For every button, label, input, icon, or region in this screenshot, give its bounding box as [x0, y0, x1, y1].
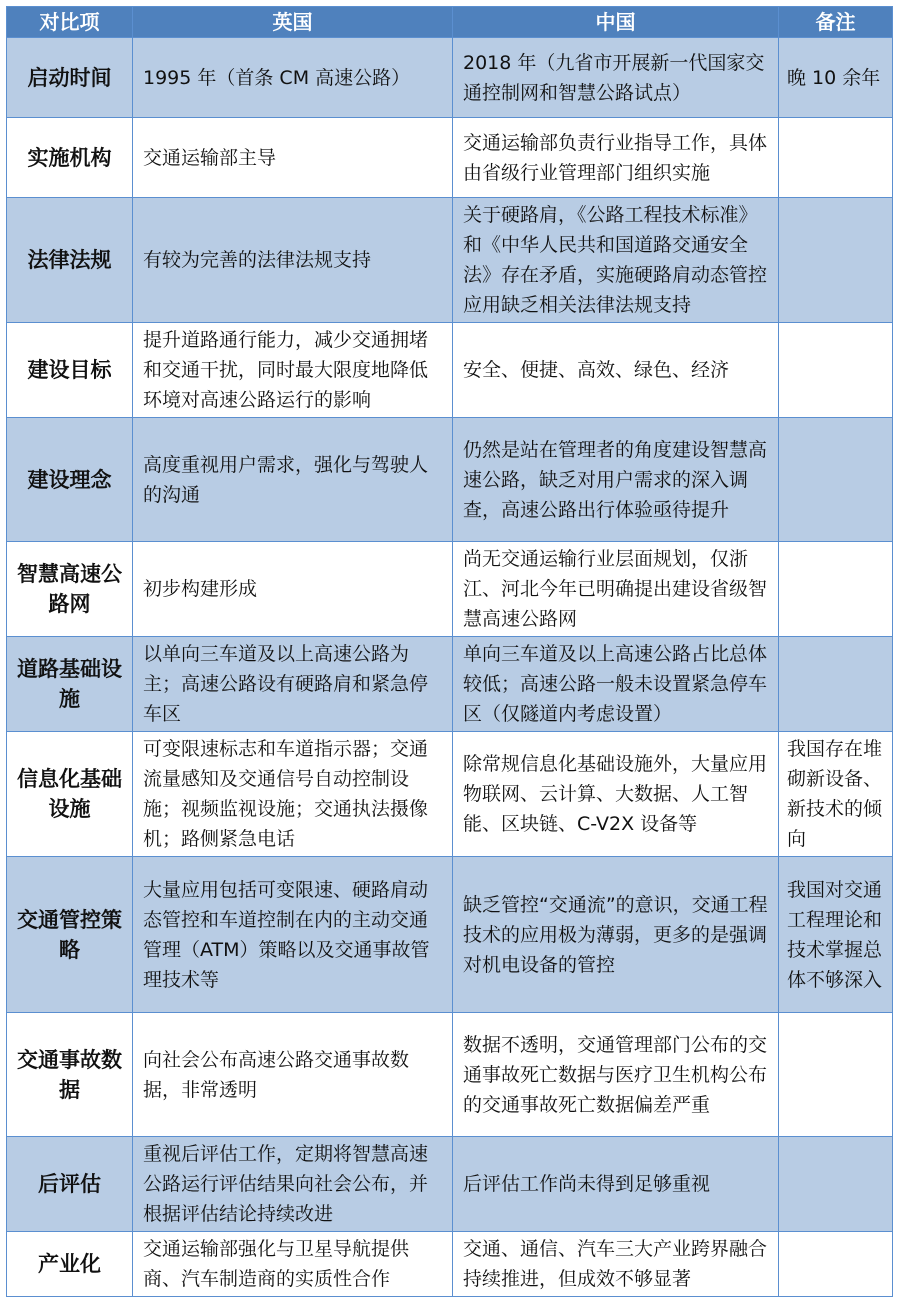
china-cell: 后评估工作尚未得到足够重视 — [453, 1137, 779, 1232]
table-row — [7, 1013, 893, 1137]
uk-cell: 提升道路通行能力，减少交通拥堵和交通干扰，同时最大限度地降低环境对高速公路运行的影响 — [133, 323, 453, 418]
remark-cell — [779, 198, 893, 323]
uk-cell: 交通运输部强化与卫星导航提供商、汽车制造商的实质性合作 — [133, 1232, 453, 1297]
row-label: 道路基础设施 — [7, 637, 133, 732]
remark-cell — [779, 1013, 893, 1137]
remark-cell: 我国存在堆砌新设备、新技术的倾向 — [779, 732, 893, 857]
china-cell: 关于硬路肩，《公路工程技术标准》和《中华人民共和国道路交通安全法》存在矛盾，实施硬路肩动态管控应用缺乏相关法律法规支持 — [453, 198, 779, 323]
china-cell: 仍然是站在管理者的角度建设智慧高速公路，缺乏对用户需求的深入调查，高速公路出行体验亟待提升 — [453, 418, 779, 542]
comparison-table-container — [6, 6, 892, 1297]
table-row — [7, 118, 893, 198]
row-label: 信息化基础设施 — [7, 732, 133, 857]
remark-cell — [779, 1137, 893, 1232]
row-label: 建设目标 — [7, 323, 133, 418]
china-cell: 安全、便捷、高效、绿色、经济 — [453, 323, 779, 418]
uk-cell: 以单向三车道及以上高速公路为主；高速公路设有硬路肩和紧急停车区 — [133, 637, 453, 732]
header-compare-item: 对比项 — [7, 7, 133, 38]
china-cell: 尚无交通运输行业层面规划，仅浙江、河北今年已明确提出建设省级智慧高速公路网 — [453, 542, 779, 637]
table-row — [7, 198, 893, 323]
table-row — [7, 38, 893, 118]
table-row — [7, 323, 893, 418]
row-label: 后评估 — [7, 1137, 133, 1232]
table-row — [7, 542, 893, 637]
uk-cell: 向社会公布高速公路交通事故数据，非常透明 — [133, 1013, 453, 1137]
remark-cell — [779, 418, 893, 542]
table-row — [7, 637, 893, 732]
table-row — [7, 857, 893, 1013]
uk-cell: 可变限速标志和车道指示器；交通流量感知及交通信号自动控制设施；视频监视设施；交通执法摄像机；路侧紧急电话 — [133, 732, 453, 857]
row-label: 建设理念 — [7, 418, 133, 542]
uk-cell: 大量应用包括可变限速、硬路肩动态管控和车道控制在内的主动交通管理（ATM）策略以及交通事故管理技术等 — [133, 857, 453, 1013]
row-label: 法律法规 — [7, 198, 133, 323]
uk-cell: 1995 年（首条 CM 高速公路） — [133, 38, 453, 118]
remark-cell — [779, 118, 893, 198]
remark-cell: 我国对交通工程理论和技术掌握总体不够深入 — [779, 857, 893, 1013]
remark-cell — [779, 1232, 893, 1297]
uk-cell: 初步构建形成 — [133, 542, 453, 637]
china-cell: 交通运输部负责行业指导工作，具体由省级行业管理部门组织实施 — [453, 118, 779, 198]
uk-cell: 重视后评估工作，定期将智慧高速公路运行评估结果向社会公布，并根据评估结论持续改进 — [133, 1137, 453, 1232]
china-cell: 交通、通信、汽车三大产业跨界融合持续推进，但成效不够显著 — [453, 1232, 779, 1297]
china-cell: 2018 年（九省市开展新一代国家交通控制网和智慧公路试点） — [453, 38, 779, 118]
uk-cell: 有较为完善的法律法规支持 — [133, 198, 453, 323]
remark-cell — [779, 637, 893, 732]
remark-cell — [779, 542, 893, 637]
row-label: 交通事故数据 — [7, 1013, 133, 1137]
table-row — [7, 1232, 893, 1297]
china-cell: 单向三车道及以上高速公路占比总体较低；高速公路一般未设置紧急停车区（仅隧道内考虑设置） — [453, 637, 779, 732]
header-uk: 英国 — [133, 7, 453, 38]
header-remarks: 备注 — [779, 7, 893, 38]
table-row — [7, 732, 893, 857]
header-china: 中国 — [453, 7, 779, 38]
table-row — [7, 1137, 893, 1232]
remark-cell — [779, 323, 893, 418]
remark-cell: 晚 10 余年 — [779, 38, 893, 118]
china-cell: 缺乏管控“交通流”的意识，交通工程技术的应用极为薄弱，更多的是强调对机电设备的管控 — [453, 857, 779, 1013]
uk-cell: 高度重视用户需求，强化与驾驶人的沟通 — [133, 418, 453, 542]
row-label: 智慧高速公路网 — [7, 542, 133, 637]
row-label: 实施机构 — [7, 118, 133, 198]
table-row — [7, 418, 893, 542]
row-label: 交通管控策略 — [7, 857, 133, 1013]
row-label: 启动时间 — [7, 38, 133, 118]
china-cell: 除常规信息化基础设施外，大量应用物联网、云计算、大数据、人工智能、区块链、C-V2X 设备等 — [453, 732, 779, 857]
table-header-row — [7, 7, 893, 38]
china-cell: 数据不透明，交通管理部门公布的交通事故死亡数据与医疗卫生机构公布的交通事故死亡数据偏差严重 — [453, 1013, 779, 1137]
comparison-table — [6, 6, 893, 1297]
row-label: 产业化 — [7, 1232, 133, 1297]
uk-cell: 交通运输部主导 — [133, 118, 453, 198]
